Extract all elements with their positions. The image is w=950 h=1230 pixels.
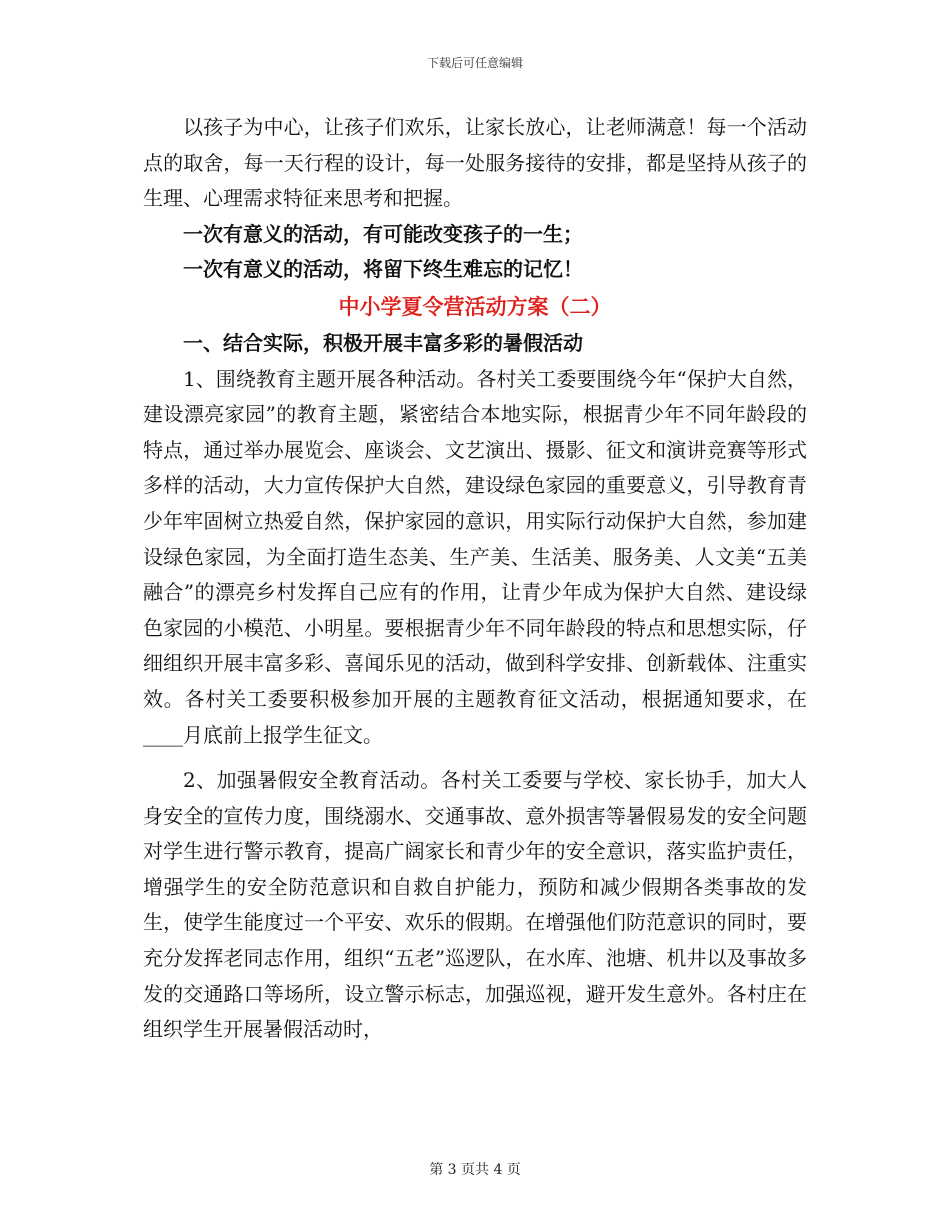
item-2-number: 2、 [183,768,217,793]
item-2-paragraph [143,763,807,1048]
item-1-number: 1、 [183,366,216,391]
intro-paragraph: 以孩子为中心，让孩子们欢乐，让家长放心，让老师满意！每一个活动点的取舍，每一天行程的设计，每一处服务接待的安排，都是坚持从孩子的生理、心理需求特征来思考和把握。 [143,115,807,211]
item-1-paragraph [143,362,807,754]
page-header: 下载后可任意编辑 [426,56,523,70]
document-body [143,110,807,1048]
item-1-text: 围绕教育主题开展各种活动。各村关工委要围绕今年“保护大自然，建设漂亮家园”的教育主题，紧密结合本地实际，根据青少年不同年龄段的特点，通过举办展览会、座谈会、文艺演出、摄影、征文和演讲竞赛等形式多样的活动，大力宣传保护大自然，建设绿色家园的重要意义，引导教育青少年牢固树立热爱自然，保护家园的意识，用实际行动保护大自然，参加建设绿色家园，为全面打造生态美、生产美、生活美、服务美、人文美“五美融合”的漂亮乡村发挥自己应有的作用，让青少年成为保护大自然、建设绿色家园的小模范、小明星。要根据青少年不同年龄段的特点和思想实际，仔细组织开展丰富多彩、喜闻乐见的活动，做到科学安排、创新载体、注重实效。各村关工委要积极参加开展的主题教育征文活动，根据通知要求，在____月底前上报学生征文。 [143,366,807,747]
slogan-line-1: 一次有意义的活动，有可能改变孩子的一生； [183,221,583,246]
page-footer: 第 3 页共 4 页 [429,1162,521,1178]
item-2-text: 加强暑假安全教育活动。各村关工委要与学校、家长协手，加大人身安全的宣传力度，围绕溺水、交通事故、意外损害等暑假易发的安全问题对学生进行警示教育，提高广阔家长和青少年的安全意识，落实监护责任，增强学生的安全防范意识和自救自护能力，预防和减少假期各类事故的发生，使学生能度过一个平安、欢乐的假期。在增强他们防范意识的同时，要充分发挥老同志作用，组织“五老”巡逻队，在水库、池塘、机井以及事故多发的交通路口等场所，设立警示标志，加强巡视，避开发生意外。各村庄在组织学生开展暑假活动时， [143,768,807,1042]
section-title: 中小学夏令营活动方案（二） [338,294,612,319]
slogan-line-2: 一次有意义的活动，将留下终生难忘的记忆！ [183,257,583,282]
section-heading-1: 一、结合实际，积极开展丰富多彩的暑假活动 [183,330,583,355]
